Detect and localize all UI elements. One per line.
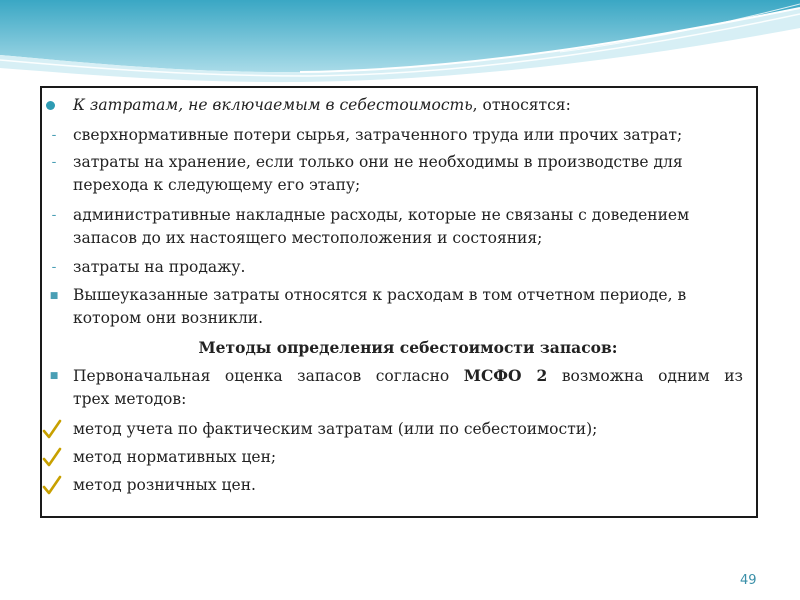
list-item bbox=[51, 124, 743, 147]
square-bullet-icon: ■ bbox=[49, 371, 59, 381]
list-item-text: сверхнормативные потери сырья, затраченного труда или прочих затрат; bbox=[73, 126, 683, 144]
valuation-text: возможна одним из bbox=[547, 367, 743, 385]
list-item bbox=[51, 204, 743, 250]
dash-bullet-icon: - bbox=[51, 154, 57, 170]
list-item-text: затраты на продажу. bbox=[73, 258, 246, 276]
valuation-text: Первоначальная оценка запасов согласно bbox=[73, 367, 464, 385]
ifrs-standard: МСФО 2 bbox=[463, 366, 548, 385]
list-item-text: затраты на хранение, если только они не необходимы в производстве для bbox=[73, 153, 683, 171]
list-item bbox=[51, 256, 743, 279]
method-item bbox=[73, 418, 743, 441]
header-wave-decoration bbox=[0, 0, 800, 90]
check-mark-icon bbox=[42, 446, 62, 468]
method-text: метод нормативных цен; bbox=[73, 448, 277, 466]
valuation-item bbox=[49, 364, 743, 411]
intro-item bbox=[73, 94, 743, 117]
section-heading: Методы определения себестоимости запасов: bbox=[198, 338, 618, 357]
list-item bbox=[51, 151, 743, 197]
intro-rest: , относятся: bbox=[472, 96, 571, 114]
method-text: метод розничных цен. bbox=[73, 476, 256, 494]
check-mark-icon bbox=[42, 474, 62, 496]
square-bullet-icon: ■ bbox=[49, 291, 59, 301]
note-item bbox=[49, 284, 743, 330]
content-box bbox=[40, 86, 758, 518]
list-item-text: перехода к следующему его этапу; bbox=[73, 176, 361, 194]
bullet-circle-icon bbox=[46, 101, 55, 110]
note-text: котором они возникли. bbox=[73, 309, 264, 327]
method-text: метод учета по фактическим затратам (или по себестоимости); bbox=[73, 420, 598, 438]
method-item bbox=[73, 474, 743, 497]
list-item-text: административные накладные расходы, которые не связаны с доведением bbox=[73, 206, 690, 224]
valuation-text: трех методов: bbox=[73, 390, 187, 408]
method-item bbox=[73, 446, 743, 469]
intro-italic: К затратам, не включаемым в себестоимость bbox=[73, 96, 473, 114]
dash-bullet-icon: - bbox=[51, 207, 57, 223]
note-text: Вышеуказанные затраты относятся к расходам в том отчетном периоде, в bbox=[73, 286, 687, 304]
dash-bullet-icon: - bbox=[51, 127, 57, 143]
check-mark-icon bbox=[42, 418, 62, 440]
page-number: 49 bbox=[740, 573, 757, 588]
dash-bullet-icon: - bbox=[51, 259, 57, 275]
list-item-text: запасов до их настоящего местоположения и состояния; bbox=[73, 229, 543, 247]
